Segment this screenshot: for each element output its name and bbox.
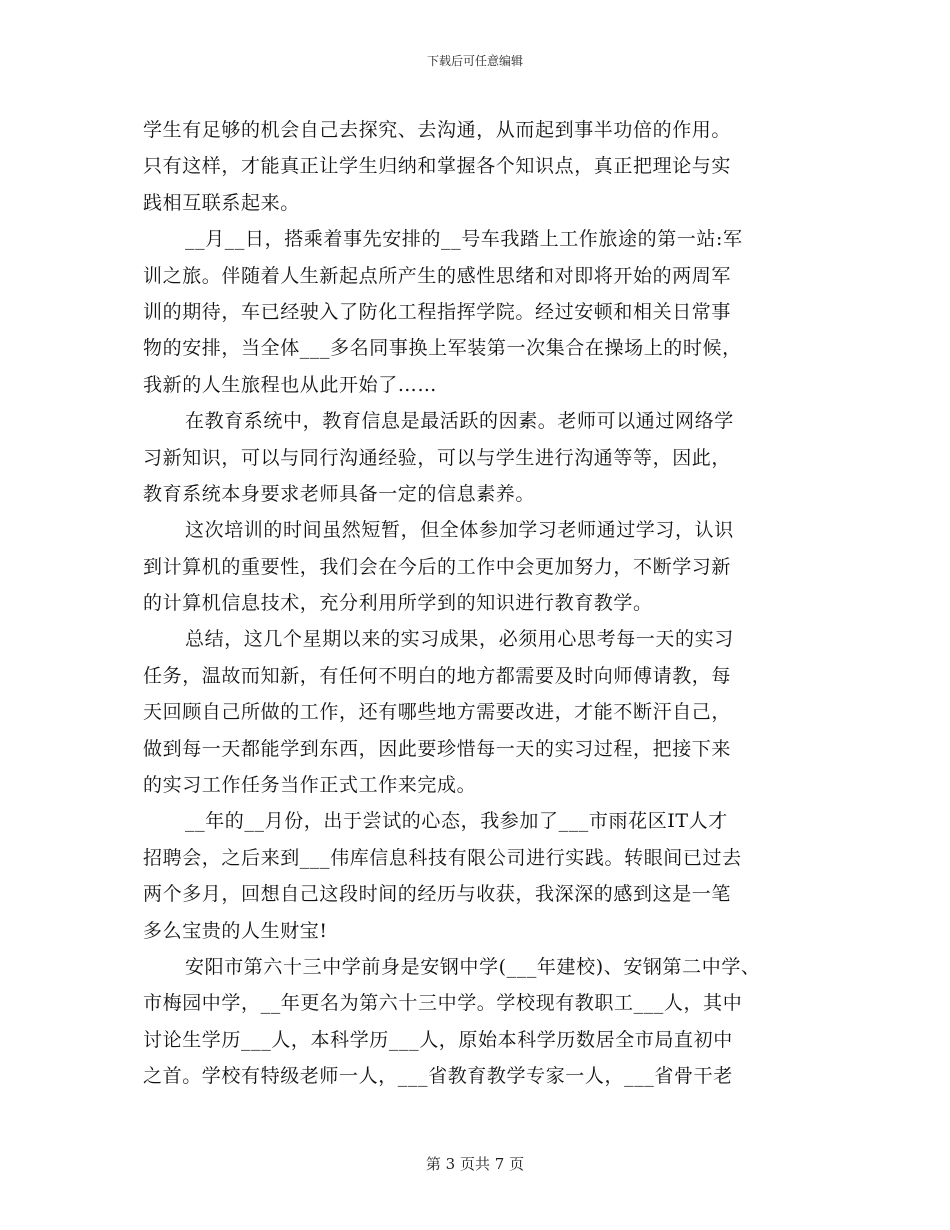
text-line: 的计算机信息技术，充分利用所学到的知识进行教育教学。 [143, 592, 653, 615]
text-line: 任务，温故而知新，有任何不明白的地方都需要及时向师傅请教，每 [143, 664, 732, 687]
text-line: 总结，这几个星期以来的实习成果，必须用心思考每一天的实习 [185, 628, 734, 651]
text-line: 市梅园中学，__年更名为第六十三中学。学校现有教职工___人，其中 [143, 992, 743, 1015]
text-line: 学生有足够的机会自己去探究、去沟通，从而起到事半功倍的作用。 [143, 119, 732, 141]
text-line: __年的__月份，出于尝试的心态，我参加了___市雨花区IT人才 [185, 810, 728, 833]
text-line: 只有这样，才能真正让学生归纳和掌握各个知识点，真正把理论与实 [143, 155, 732, 178]
text-line: 多么宝贵的人生财宝! [143, 919, 328, 942]
text-line: 这次培训的时间虽然短暂，但全体参加学习老师通过学习，认识 [185, 519, 734, 542]
text-line: 做到每一天都能学到东西，因此要珍惜每一天的实习过程，把接下来 [143, 737, 732, 760]
text-line: 教育系统本身要求老师具备一定的信息素养。 [143, 482, 536, 505]
page-header: 下载后可任意编辑 [426, 54, 523, 68]
text-line: 在教育系统中，教育信息是最活跃的因素。老师可以通过网络学 [185, 410, 734, 433]
text-line: 到计算机的重要性，我们会在今后的工作中会更加努力，不断学习新 [143, 555, 732, 578]
text-line: 践相互联系起来。 [143, 191, 300, 214]
document-body [143, 112, 823, 1095]
text-line: 训的期待，车已经驶入了防化工程指挥学院。经过安顿和相关日常事 [143, 300, 732, 323]
text-line: 训之旅。伴随着人生新起点所产生的感性思绪和对即将开始的两周军 [143, 264, 732, 287]
text-line: 之首。学校有特级老师一人，___省教育教学专家一人，___省骨干老 [143, 1065, 733, 1088]
text-line: 招聘会，之后来到___伟库信息科技有限公司进行实践。转眼间已过去 [143, 846, 742, 869]
text-line: 的实习工作任务当作正式工作来完成。 [143, 774, 477, 797]
text-line: 物的安排，当全体___多名同事换上军装第一次集合在操场上的时候， [143, 337, 742, 360]
text-line: 我新的人生旅程也从此开始了…… [143, 373, 438, 396]
text-line: 安阳市第六十三中学前身是安钢中学(___年建校)、安钢第二中学、 [185, 955, 761, 978]
text-line: 习新知识，可以与同行沟通经验，可以与学生进行沟通等等，因此， [143, 446, 732, 469]
text-line: 讨论生学历___人，本科学历___人，原始本科学历数居全市局直初中 [143, 1028, 733, 1051]
text-line: __月__日，搭乘着事先安排的__号车我踏上工作旅途的第一站:军 [185, 228, 743, 251]
text-line: 两个多月，回想自己这段时间的经历与收获，我深深的感到这是一笔 [143, 883, 732, 906]
page-footer: 第 3 页共 7 页 [425, 1155, 525, 1173]
text-line: 天回顾自己所做的工作，还有哪些地方需要改进，才能不断汗自己， [143, 701, 732, 724]
